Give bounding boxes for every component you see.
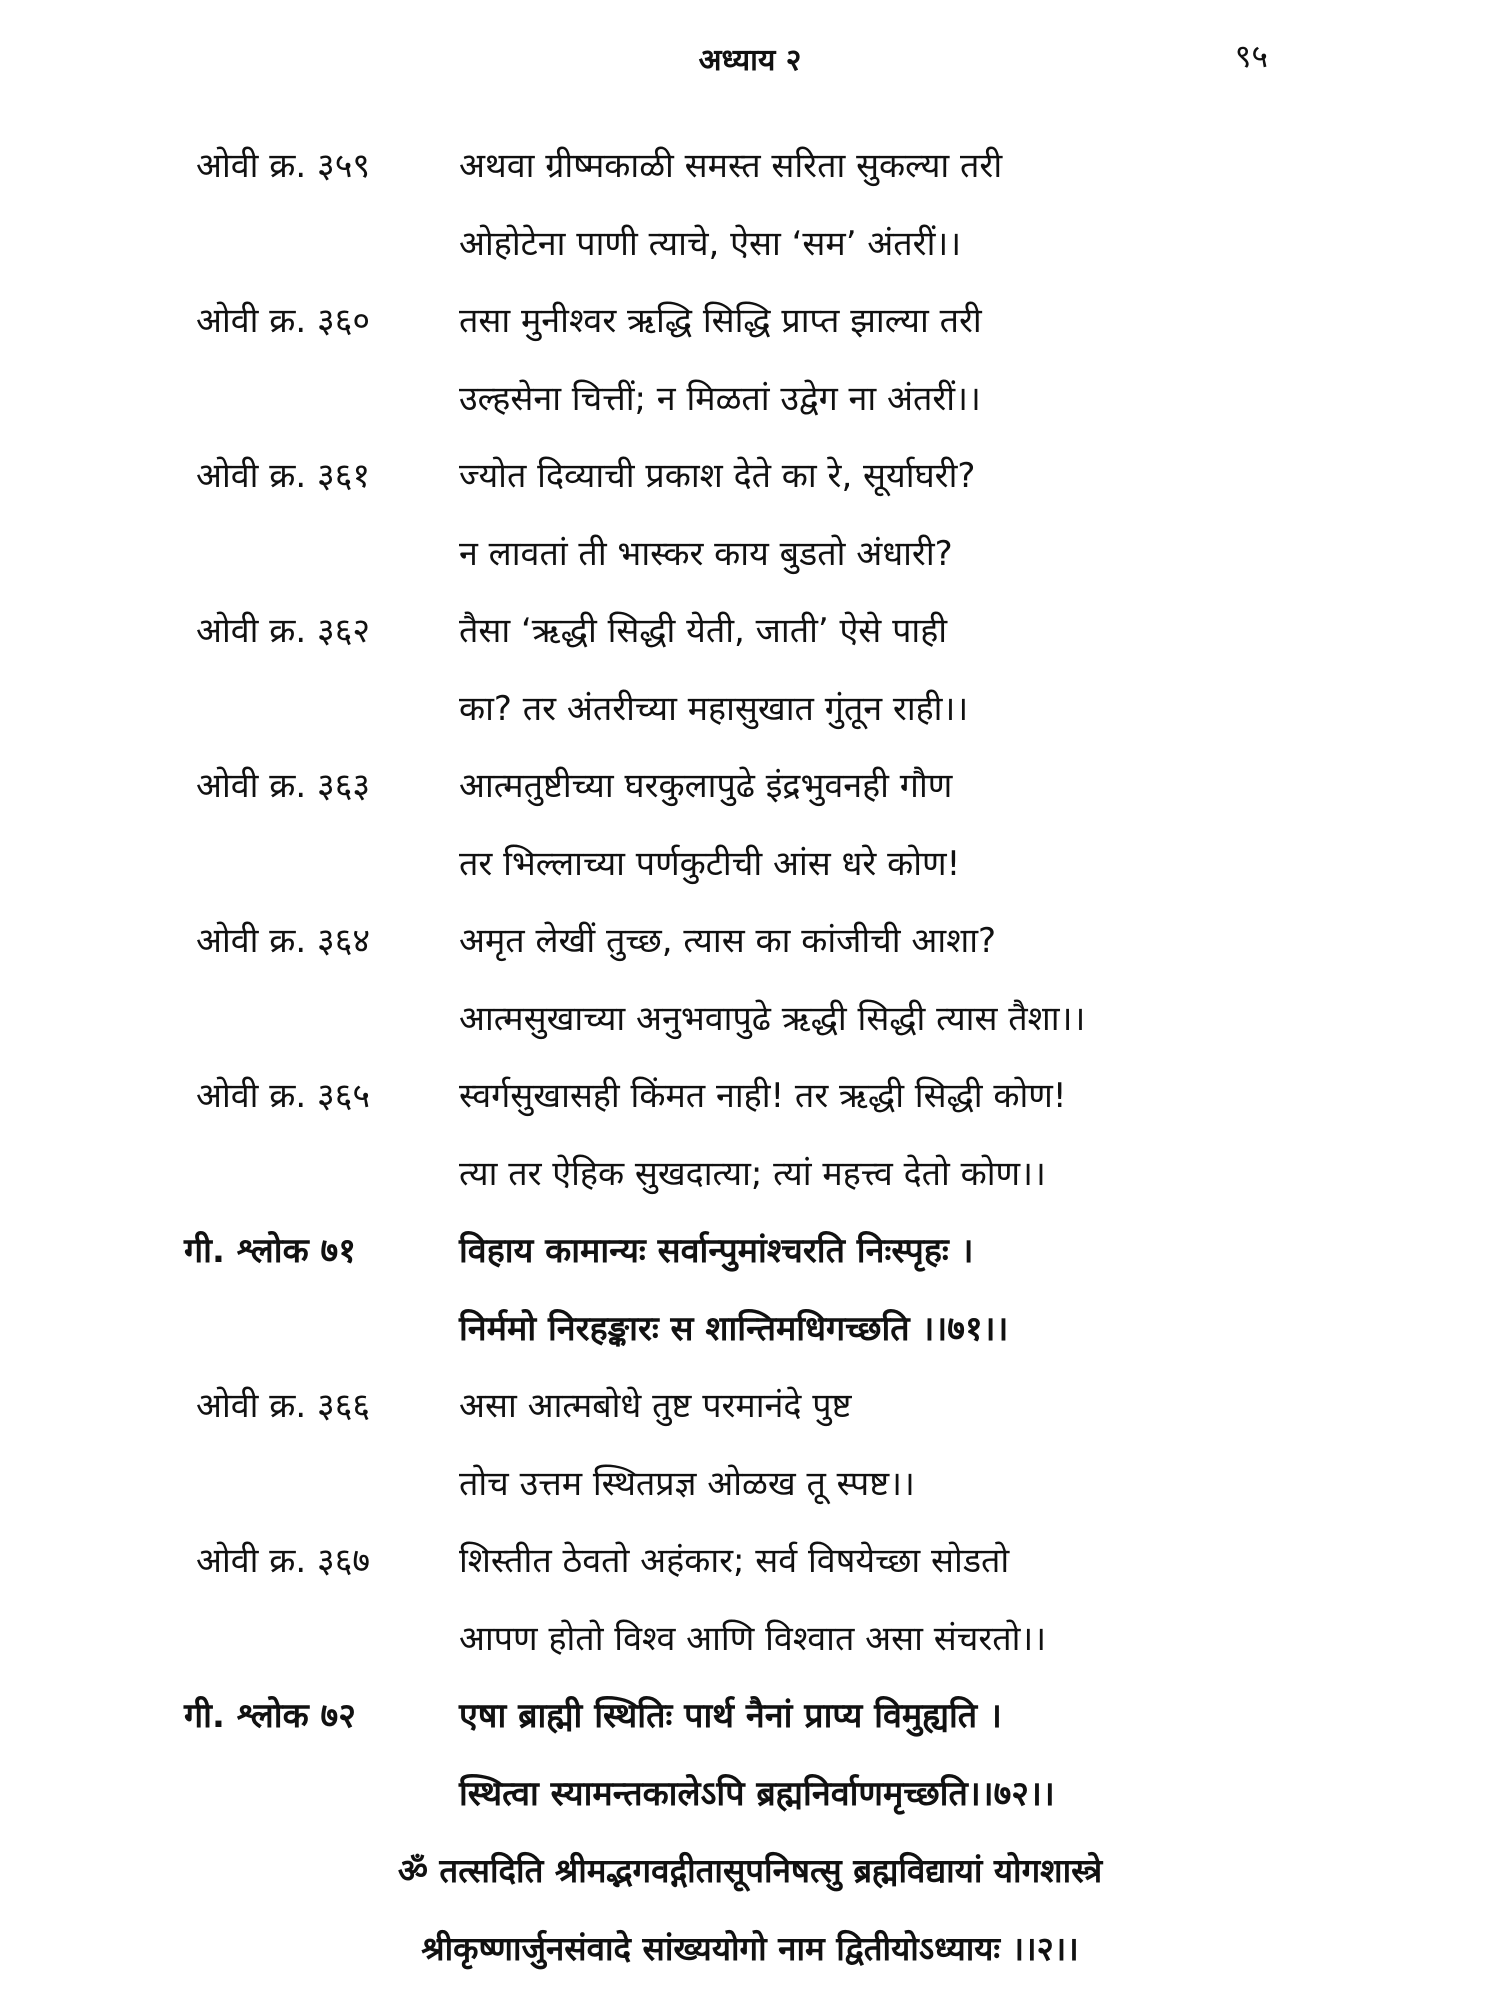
verse-text: ज्योत दिव्याची प्रकाश देते का रे, सूर्याघरी? (459, 456, 976, 496)
verse-line (196, 515, 1316, 593)
verse-line (196, 1445, 1316, 1523)
verse-label: ओवी क्र. ३६३ (196, 766, 371, 806)
verse-text: आत्मसुखाच्या अनुभवापुढे ऋद्धी सिद्धी त्यास तैशा।। (459, 999, 1086, 1039)
verse-text: स्वर्गसुखासही किंमत नाही! तर ऋद्धी सिद्धी कोण! (459, 1076, 1067, 1116)
verse-line (196, 980, 1316, 1058)
verse-block (196, 747, 1316, 903)
verse-line (196, 902, 1316, 980)
colophon-line: श्रीकृष्णार्जुनसंवादे सांख्ययोगो नाम द्वितीयोऽध्यायः ।।२।। (421, 1929, 1079, 1968)
verse-block (196, 1367, 1316, 1523)
verse-text: न लावतां ती भास्कर काय बुडतो अंधारी? (459, 534, 953, 574)
verse-block (196, 1057, 1316, 1213)
verse-label: ओवी क्र. ३६७ (196, 1541, 371, 1581)
verse-label: ओवी क्र. ३६५ (196, 1076, 371, 1116)
verse-text: विहाय कामान्यः सर्वान्पुमांश्चरति निःस्पृहः । (459, 1231, 974, 1271)
verse-block (196, 282, 1316, 438)
verse-line (196, 437, 1316, 515)
verse-line (184, 1677, 1316, 1755)
verse-line (196, 1755, 1316, 1833)
page-number: ९५ (1234, 37, 1268, 75)
verse-text: स्थित्वा स्यामन्तकालेऽपि ब्रह्मनिर्वाणमृच्छति।।७२।। (459, 1774, 1055, 1814)
verse-label: ओवी क्र. ३६२ (196, 611, 371, 651)
verse-text: आत्मतुष्टीच्या घरकुलापुढे इंद्रभुवनही गौण (459, 766, 953, 806)
verse-text: तैसा ‘ऋद्धी सिद्धी येती, जाती’ ऐसे पाही (459, 611, 948, 651)
verse-line (196, 127, 1316, 205)
verse-line (196, 205, 1316, 283)
verse-text: तर भिल्लाच्या पर्णकुटीची आंस धरे कोण! (459, 844, 961, 884)
verse-line (196, 1522, 1316, 1600)
verse-text: आपण होतो विश्व आणि विश्वात असा संचरतो।। (459, 1619, 1047, 1659)
verse-text: तोच उत्तम स्थितप्रज्ञ ओळख तू स्पष्ट।। (459, 1464, 915, 1504)
verse-text: ओहोटेना पाणी त्याचे, ऐसा ‘सम’ अंतरीं।। (459, 224, 962, 264)
verse-block (196, 902, 1316, 1058)
verse-block (196, 437, 1316, 593)
verse-block (196, 127, 1316, 283)
chapter-title: अध्याय २ (698, 43, 802, 78)
verse-block (196, 592, 1316, 748)
verse-text: तसा मुनीश्वर ऋद्धि सिद्धि प्राप्त झाल्या तरी (459, 301, 982, 341)
verse-line (196, 1600, 1316, 1678)
verse-label: ओवी क्र. ३६० (196, 301, 371, 341)
verse-label: ओवी क्र. ३६१ (196, 456, 371, 496)
verse-text: निर्ममो निरहङ्कारः स शान्तिमधिगच्छति ।।७१।। (459, 1309, 1009, 1349)
verse-label: ओवी क्र. ३५९ (196, 146, 371, 186)
verse-label: ओवी क्र. ३६६ (196, 1386, 371, 1426)
verse-line (184, 1212, 1316, 1290)
verse-line (196, 747, 1316, 825)
verse-label: गी. श्लोक ७२ (184, 1696, 356, 1736)
verse-text: एषा ब्राह्मी स्थितिः पार्थ नैनां प्राप्य विमुह्यति । (459, 1696, 1002, 1736)
verse-block (196, 1522, 1316, 1678)
verse-text: त्या तर ऐहिक सुखदात्या; त्यां महत्त्व देतो कोण।। (459, 1154, 1046, 1194)
verse-text: शिस्तीत ठेवतो अहंकार; सर्व विषयेच्छा सोडतो (459, 1541, 1010, 1581)
verse-label: ओवी क्र. ३६४ (196, 921, 371, 961)
verse-line (196, 360, 1316, 438)
verse-line (196, 1057, 1316, 1135)
verse-line (196, 282, 1316, 360)
verse-line (196, 1290, 1316, 1368)
colophon-line: ॐ तत्सदिति श्रीमद्भगवद्गीतासूपनिषत्सु ब्रह्मविद्यायां योगशास्त्रे (397, 1851, 1103, 1890)
verse-line (196, 670, 1316, 748)
verse-line (196, 825, 1316, 903)
verse-line (196, 1367, 1316, 1445)
shloka-block (184, 1212, 1316, 1368)
verse-line (196, 1135, 1316, 1213)
verse-text: असा आत्मबोधे तुष्ट परमानंदे पुष्ट (459, 1386, 852, 1426)
verse-line (196, 592, 1316, 670)
verse-label: गी. श्लोक ७१ (184, 1231, 356, 1271)
verse-text: अमृत लेखीं तुच्छ, त्यास का कांजीची आशा? (459, 921, 997, 961)
verse-text: उल्हसेना चित्तीं; न मिळतां उद्वेग ना अंतरीं।। (459, 379, 981, 419)
verse-text: अथवा ग्रीष्मकाळी समस्त सरिता सुकल्या तरी (459, 146, 1003, 186)
verse-text: का? तर अंतरीच्या महासुखात गुंतून राही।। (459, 689, 969, 729)
shloka-block (184, 1677, 1316, 1833)
